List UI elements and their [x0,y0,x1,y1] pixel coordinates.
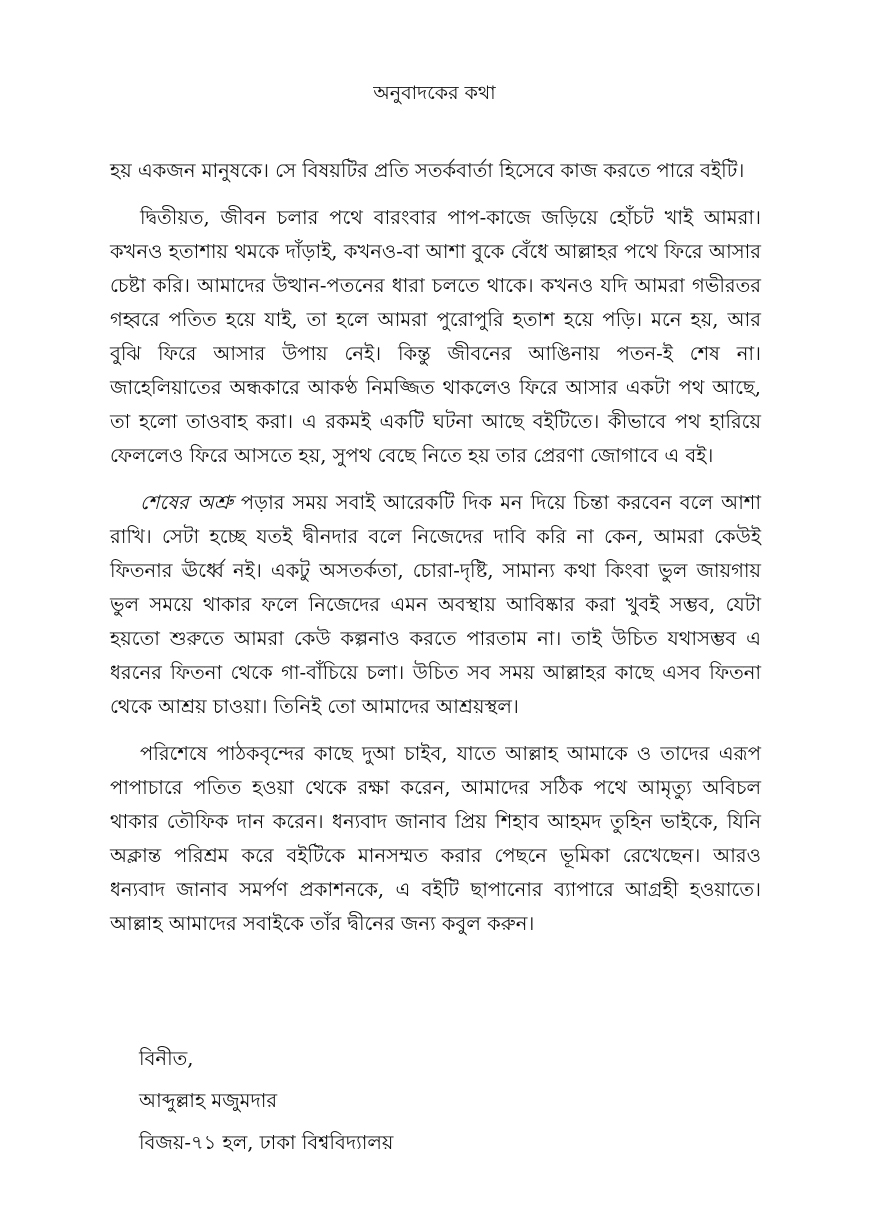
body-text [110,154,761,954]
paragraph-acknowledgements: পরিশেষে পাঠকবৃন্দের কাছে দুআ চাইব, যাতে আল্লাহ আমাকে ও তাদের এরূপ পাপাচারে পতিত হওয়া থেকে রক্ষা করেন, আমাদের সঠিক পথে আমৃত্যু অবিচল থাকার তৌফিক দান করেন। ধন্যবাদ জানাব প্রিয় শিহাব আহমদ তুহিন ভাইকে, যিনি অক্লান্ত পরিশ্রম করে বইটিকে মানসম্মত করার পেছনে ভূমিকা রেখেছেন। আরও ধন্যবাদ জানাব সমর্পণ প্রকাশনকে, এ বইটি ছাপানোর ব্যাপারে আগ্রহী হওয়াতে। আল্লাহ আমাদের সবাইকে তাঁর দ্বীনের জন্য কবুল করুন। [110,742,761,935]
signature-closing: বিনীত, [139,1047,194,1070]
signature-name: আব্দুল্লাহ মজুমদার [139,1089,278,1112]
signature-block [139,1038,759,1164]
paragraph-book-reflection [110,486,761,724]
page-header-title: অনুবাদকের কথা [373,82,496,104]
book-title: শেষের অশ্রু [140,491,233,514]
paragraph-secondly: দ্বিতীয়ত, জীবন চলার পথে বারংবার পাপ-কাজে জড়িয়ে হোঁচট খাই আমরা। কখনও হতাশায় থমকে দাঁড়াই, কখনও-বা আশা বুকে বেঁধে আল্লাহর পথে ফিরে আসার চেষ্টা করি। আমাদের উত্থান-পতনের ধারা চলতে থাকে। কখনও যদি আমরা গভীরতর গহ্বরে পতিত হয়ে যাই, তা হলে আমরা পুরোপুরি হতাশ হয়ে পড়ি। মনে হয়, আর বুঝি ফিরে আসার উপায় নেই। কিন্তু জীবনের আঙিনায় পতন-ই শেষ না। জাহেলিয়াতের অন্ধকারে আকণ্ঠ নিমজ্জিত থাকলেও ফিরে আসার একটা পথ আছে, তা হলো তাওবাহ করা। এ রকমই একটি ঘটনা আছে বইটিতে। কীভাবে পথ হারিয়ে ফেললেও ফিরে আসতে হয়, সুপথ বেছে নিতে হয় তার প্রেরণা জোগাবে এ বই। [110,206,761,467]
signature-address: বিজয়-৭১ হল, ঢাকা বিশ্ববিদ্যালয় [139,1131,394,1154]
paragraph-continuation: হয় একজন মানুষকে। সে বিষয়টির প্রতি সতর্কবার্তা হিসেবে কাজ করতে পারে বইটি। [110,159,745,182]
paragraph-book-reflection-text: পড়ার সময় সবাই আরেকটি দিক মন দিয়ে চিন্তা করবেন বলে আশা রাখি। সেটা হচ্ছে যতই দ্বীনদার বলে নিজেদের দাবি করি না কেন, আমরা কেউই ফিতনার ঊর্ধ্বে নই। একটু অসতর্কতা, চোরা-দৃষ্টি, সামান্য কথা কিংবা ভুল জায়গায় ভুল সময়ে থাকার ফলে নিজেদের এমন অবস্থায় আবিষ্কার করা খুবই সম্ভব, যেটা হয়তো শুরুতে আমরা কেউ কল্পনাও করতে পারতাম না। তাই উচিত যথাসম্ভব এ ধরনের ফিতনা থেকে গা-বাঁচিয়ে চলা। উচিত সব সময় আল্লাহর কাছে এসব ফিতনা থেকে আশ্রয় চাওয়া। তিনিই তো আমাদের আশ্রয়স্থল। [110,491,762,718]
